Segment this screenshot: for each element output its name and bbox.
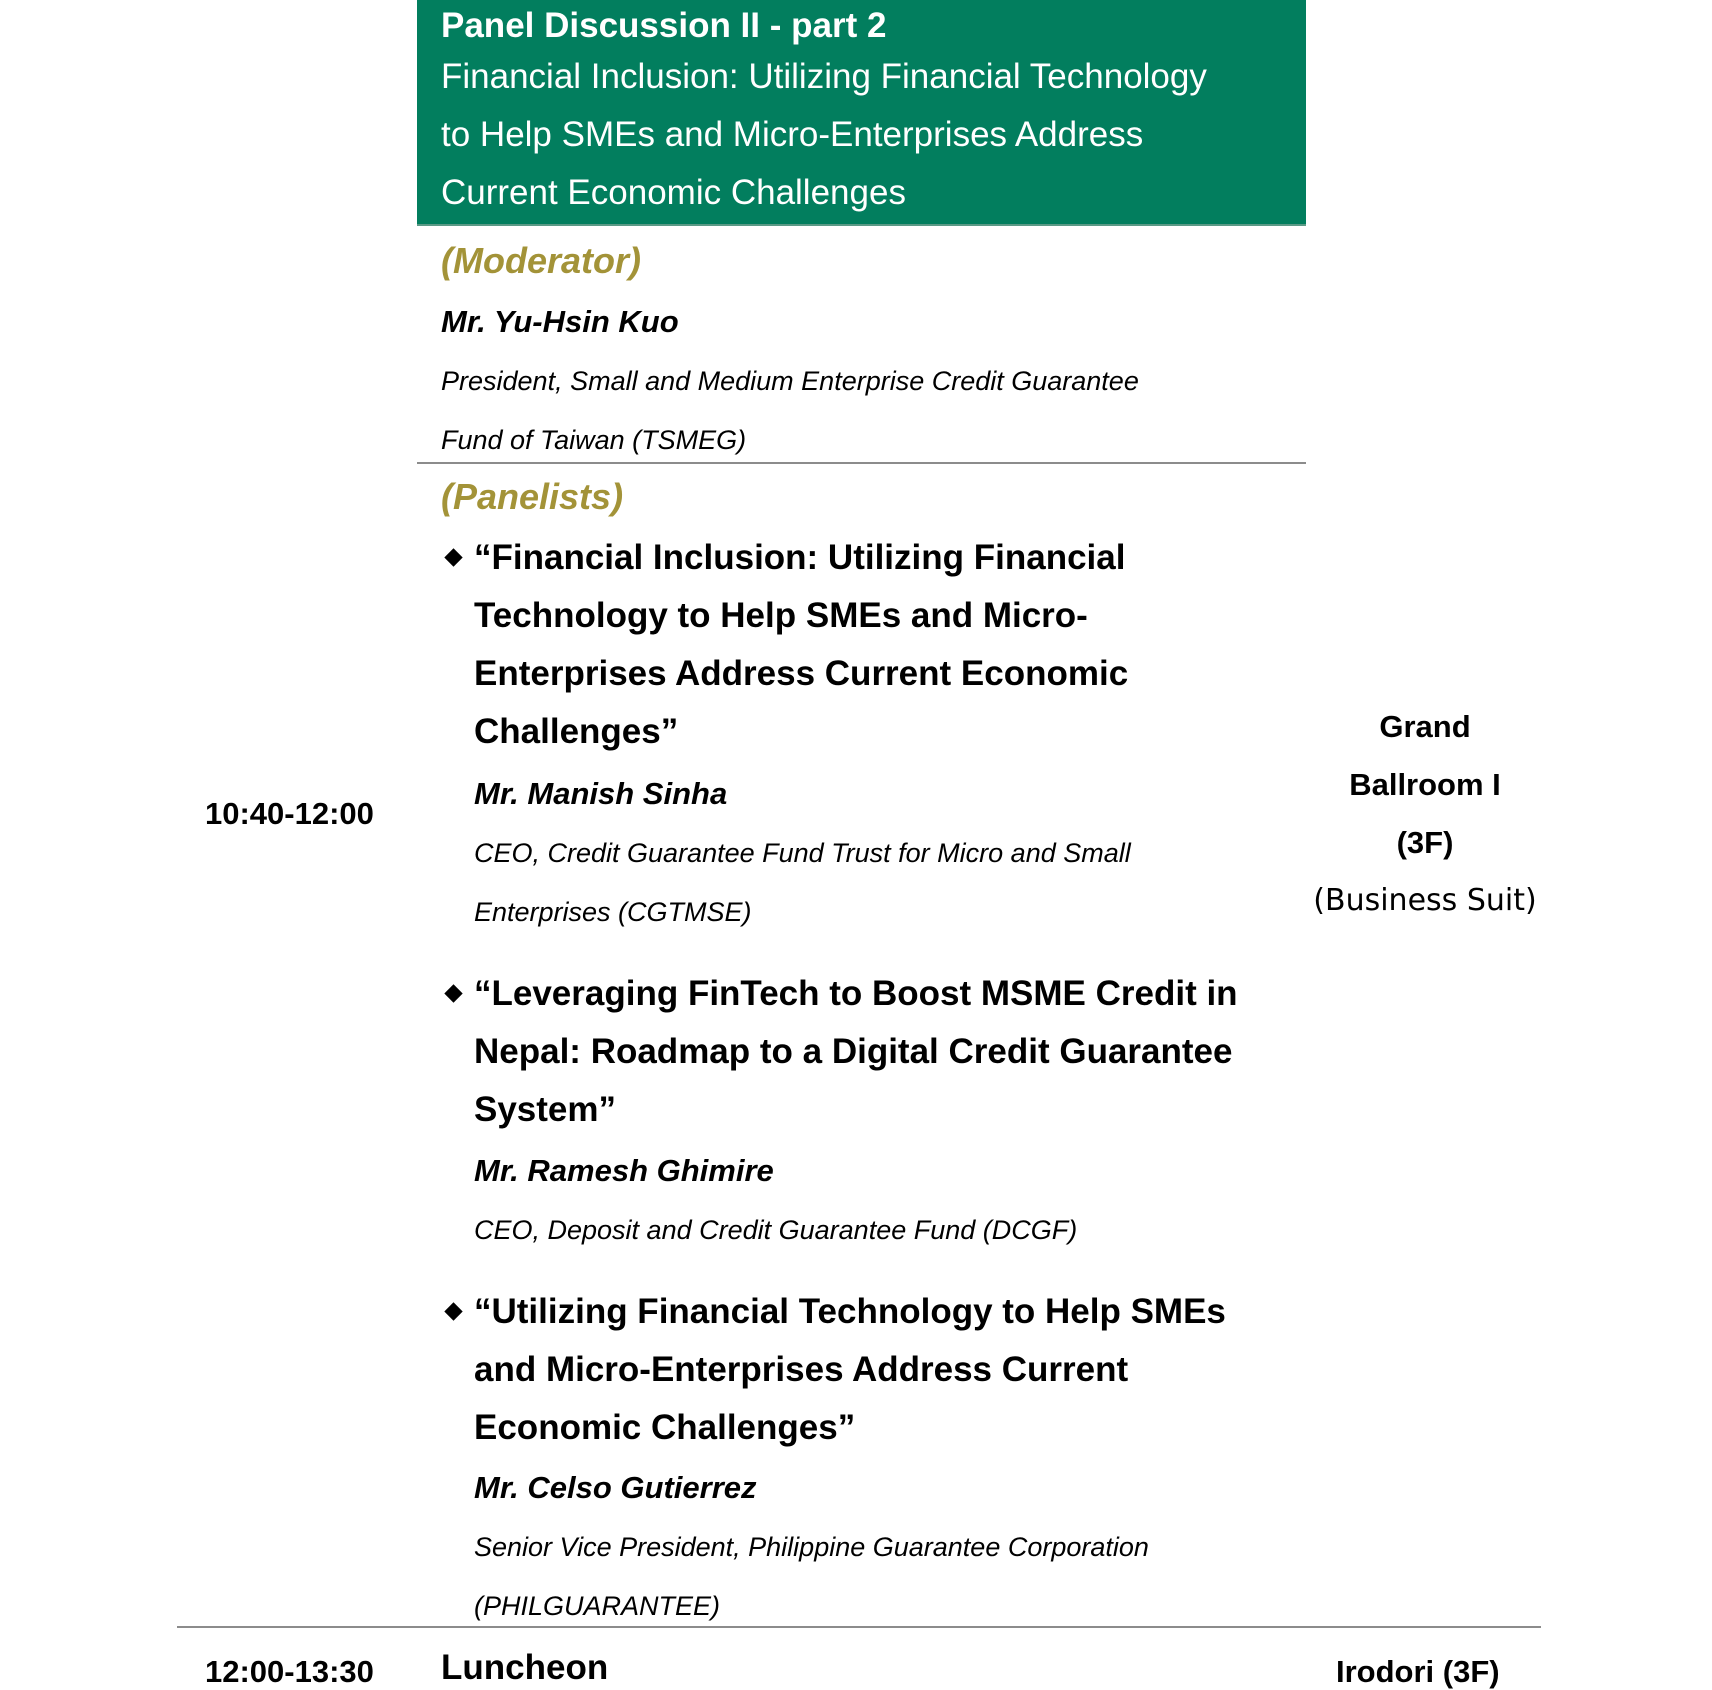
panelist-talk-title (474, 965, 1238, 1139)
panelist-affiliation-line: Senior Vice President, Philippine Guarantee Corporation (474, 1532, 1149, 1562)
panelist-talk-title (474, 529, 1128, 761)
moderator-divider (417, 462, 1306, 464)
panelist-affiliation-line: Enterprises (CGTMSE) (474, 897, 752, 927)
venue-line: (3F) (1396, 825, 1454, 860)
session-header (417, 0, 1306, 226)
talk-title-line: Challenges” (474, 712, 679, 751)
talk-title-line: System” (474, 1090, 617, 1129)
session-venue (1306, 698, 1544, 930)
moderator-affiliation-line: President, Small and Medium Enterprise Credit Guarantee (441, 366, 1139, 396)
panelist-affiliation-line: CEO, Credit Guarantee Fund Trust for Micro and Small (474, 838, 1131, 868)
panelist-name: Mr. Celso Gutierrez (474, 1470, 757, 1505)
luncheon-time: 12:00-13:30 (205, 1654, 374, 1689)
talk-title-line: Technology to Help SMEs and Micro- (474, 596, 1088, 635)
moderator-name: Mr. Yu-Hsin Kuo (441, 304, 679, 339)
panelist-name: Mr. Manish Sinha (474, 776, 728, 811)
talk-title-line: “Leveraging FinTech to Boost MSME Credit in (474, 974, 1238, 1013)
diamond-bullet-icon (444, 548, 462, 566)
moderator-affiliation-line: Fund of Taiwan (TSMEG) (441, 425, 747, 455)
panelists-role-label: (Panelists) (441, 476, 624, 517)
moderator-role-label: (Moderator) (441, 240, 641, 281)
session-time: 10:40-12:00 (205, 796, 374, 831)
venue-line: Ballroom I (1349, 767, 1501, 802)
venue-line: Grand (1379, 709, 1471, 744)
panelist-name: Mr. Ramesh Ghimire (474, 1153, 774, 1188)
luncheon-venue: Irodori (3F) (1336, 1654, 1500, 1689)
panelist-affiliation-line: (PHILGUARANTEE) (474, 1591, 721, 1621)
session-subtitle-line: Current Economic Challenges (441, 173, 906, 212)
talk-title-line: and Micro-Enterprises Address Current (474, 1350, 1129, 1389)
luncheon-label: Luncheon (441, 1648, 609, 1687)
venue-dress-code: (Business Suit) (1313, 883, 1537, 918)
talk-title-line: “Financial Inclusion: Utilizing Financial (474, 538, 1126, 577)
diamond-bullet-icon (444, 1302, 462, 1320)
talk-title-line: “Utilizing Financial Technology to Help SMEs (474, 1292, 1226, 1331)
session-title: Panel Discussion II - part 2 (441, 6, 887, 45)
diamond-bullet-icon (444, 984, 462, 1002)
talk-title-line: Enterprises Address Current Economic (474, 654, 1129, 693)
talk-title-line: Economic Challenges” (474, 1408, 856, 1447)
panelist-talk-title (474, 1283, 1226, 1457)
panelist-affiliation-line: CEO, Deposit and Credit Guarantee Fund (DCGF) (474, 1215, 1078, 1245)
session-subtitle-line: Financial Inclusion: Utilizing Financial Technology (441, 57, 1207, 96)
session-divider (177, 1626, 1541, 1628)
session-subtitle-line: to Help SMEs and Micro-Enterprises Address (441, 115, 1144, 154)
talk-title-line: Nepal: Roadmap to a Digital Credit Guarantee (474, 1032, 1233, 1071)
